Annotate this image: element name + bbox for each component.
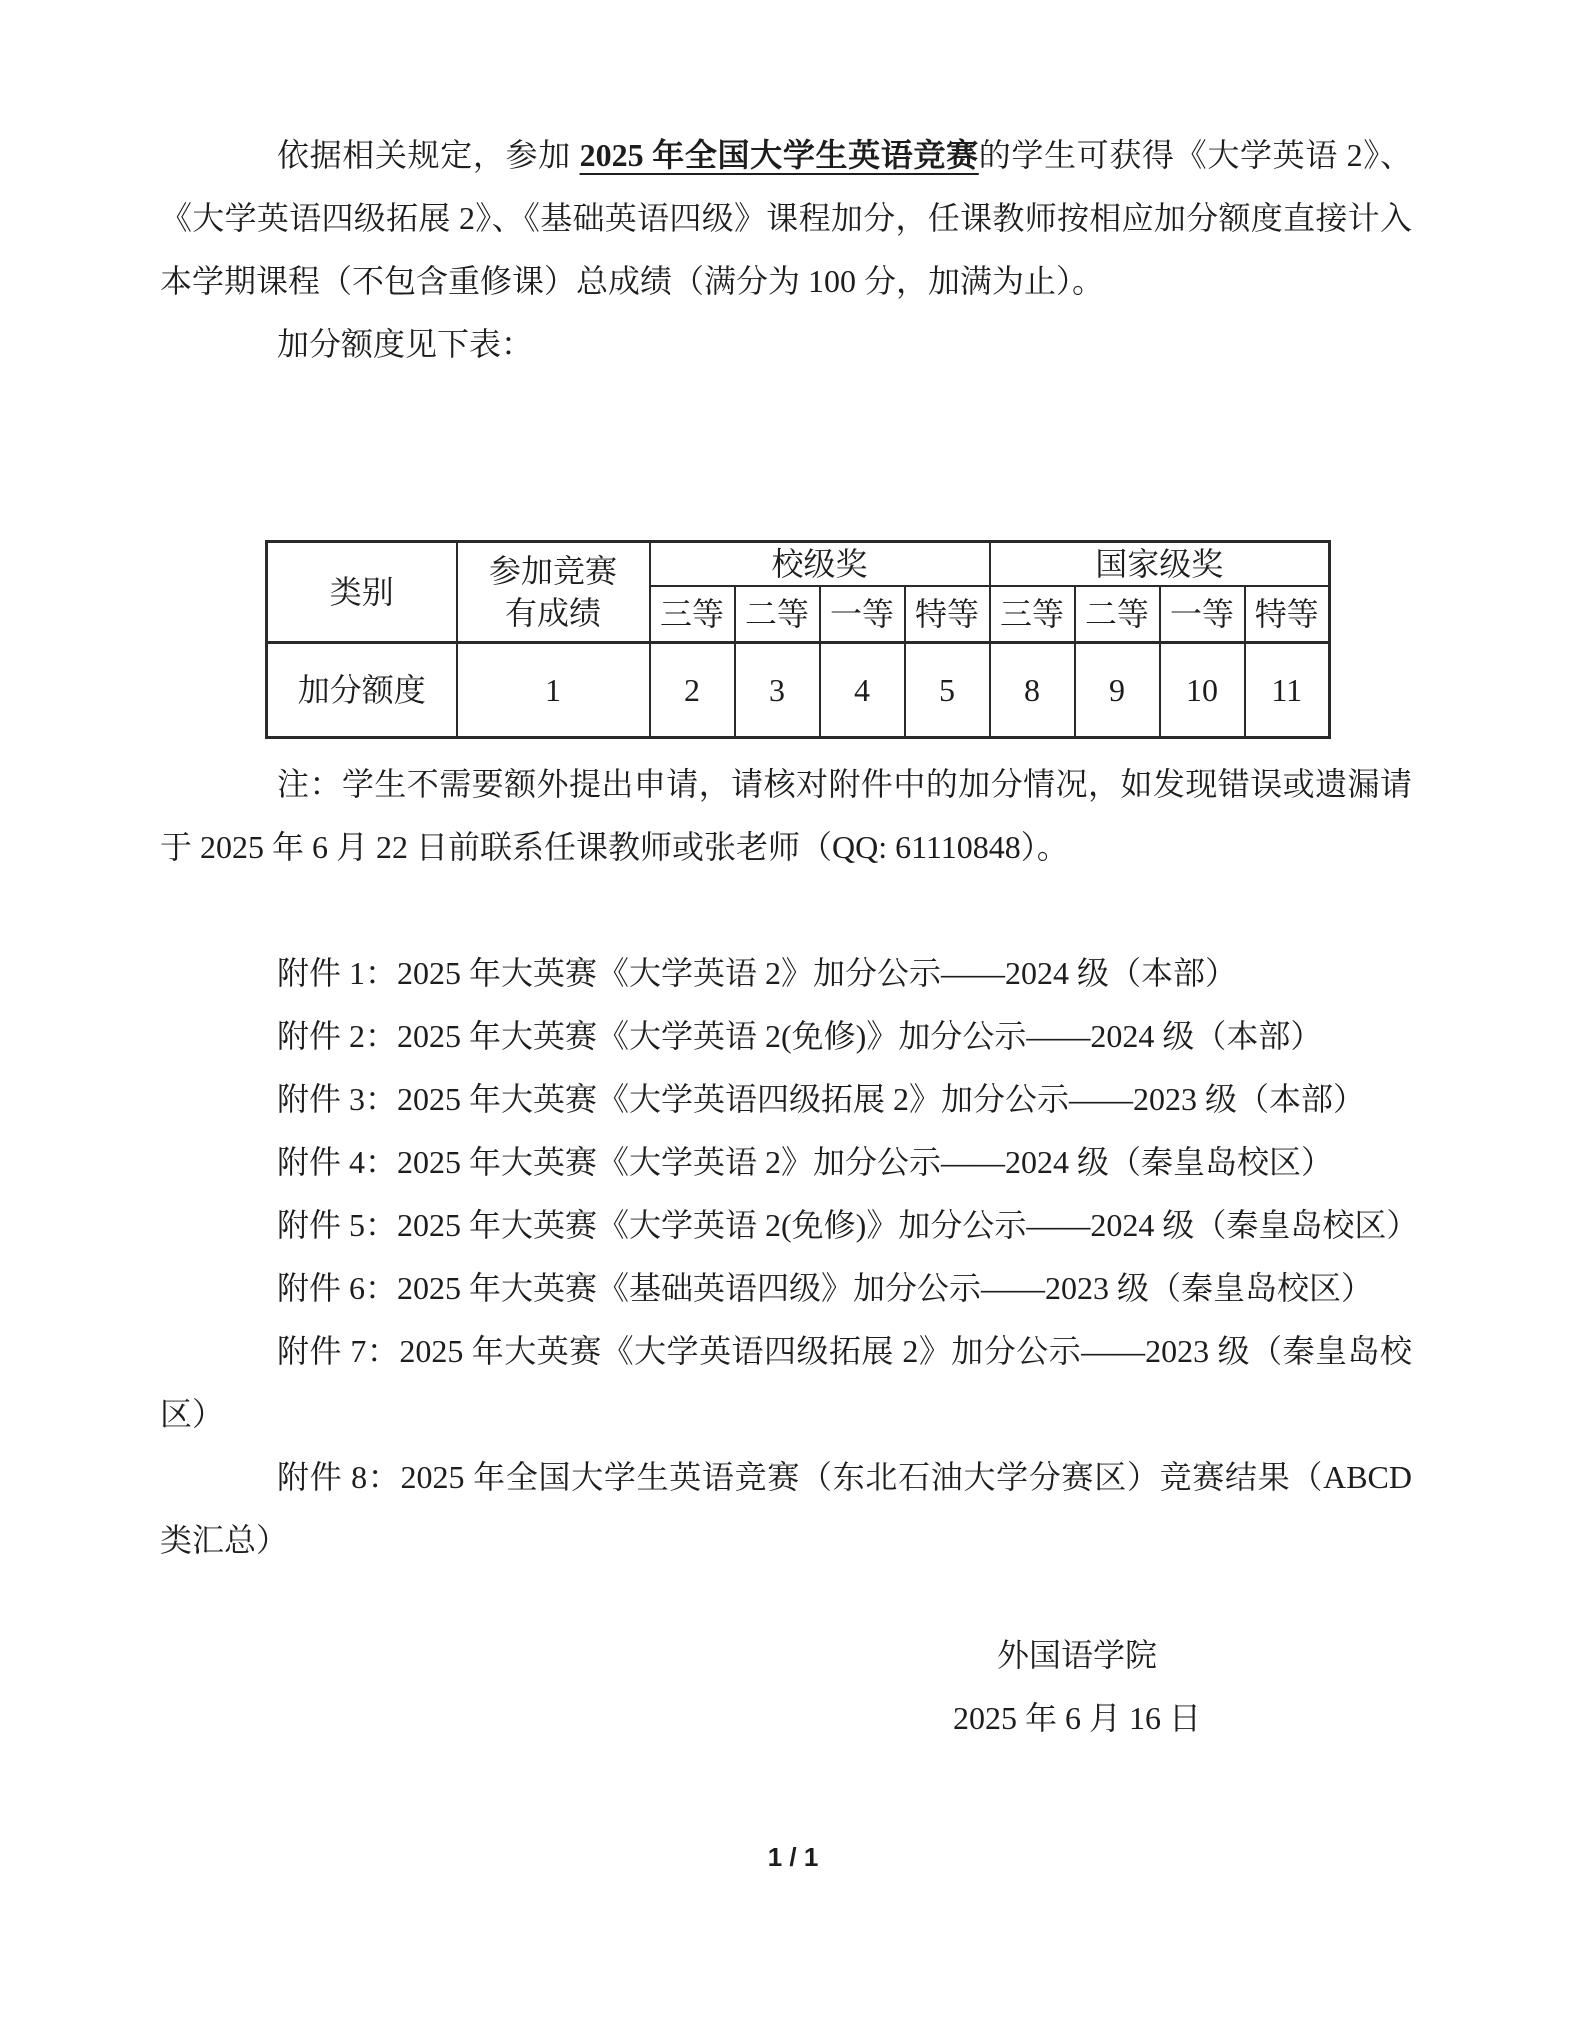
header-participated [457, 542, 650, 643]
value-national-second: 9 [1075, 642, 1160, 737]
attachment-item-2: 附件 2：2025 年大英赛《大学英语 2(免修)》加分公示——2024 级（本部） [277, 1017, 1323, 1054]
page-number: 1 / 1 [767, 1842, 819, 1872]
table-row [267, 642, 1330, 737]
header-school-third: 三等 [650, 586, 735, 642]
header-national-first: 一等 [1160, 586, 1245, 642]
header-national-award: 国家级奖 [990, 542, 1330, 587]
attachment-item-6: 附件 6：2025 年大英赛《基础英语四级》加分公示——2023 级（秦皇岛校区） [277, 1269, 1374, 1306]
header-participated-line1: 参加竞赛 [488, 552, 617, 589]
value-national-first: 10 [1160, 642, 1245, 737]
value-school-third: 2 [650, 642, 735, 737]
header-national-second: 二等 [1075, 586, 1160, 642]
attachment-item-1: 附件 1：2025 年大英赛《大学英语 2》加分公示——2024 级（本部） [277, 954, 1238, 991]
value-school-second: 3 [735, 642, 820, 737]
intro-lead-text: 依据相关规定，参加 [277, 137, 580, 173]
header-school-special: 特等 [905, 586, 990, 642]
attachment-item-5: 附件 5：2025 年大英赛《大学英语 2(免修)》加分公示——2024 级（秦皇岛校区） [277, 1206, 1419, 1243]
header-school-first: 一等 [820, 586, 905, 642]
signature-block [862, 1624, 1292, 1750]
header-participated-line2: 有成绩 [504, 594, 601, 631]
intro-paragraph [160, 124, 1412, 313]
intro-rest-text: 的学生可获得《大学英语 2》、《大学英语四级拓展 2》、《基础英语四级》课程加分，任课教师按相应加分额度直接计入本学期课程（不包含重修课）总成绩（满分为 100 分，加满为止）。 [160, 137, 1412, 299]
signature-org: 外国语学院 [996, 1636, 1157, 1673]
row-label-bonus: 加分额度 [267, 642, 457, 737]
attachment-item-7: 附件 7：2025 年大英赛《大学英语四级拓展 2》加分公示——2023 级（秦皇岛校区） [160, 1332, 1412, 1432]
value-national-third: 8 [990, 642, 1075, 737]
attachment-item-3: 附件 3：2025 年大英赛《大学英语四级拓展 2》加分公示——2023 级（本部） [277, 1080, 1366, 1117]
value-national-special: 11 [1245, 642, 1330, 737]
signature-date: 2025 年 6 月 16 日 [952, 1699, 1201, 1736]
document-body [160, 124, 1419, 1750]
header-school-second: 二等 [735, 586, 820, 642]
bonus-points-table [265, 540, 1331, 739]
attachment-item-4: 附件 4：2025 年大英赛《大学英语 2》加分公示——2024 级（秦皇岛校区） [277, 1143, 1334, 1180]
value-school-special: 5 [905, 642, 990, 737]
header-school-award: 校级奖 [650, 542, 990, 587]
note-paragraph: 注：学生不需要额外提出申请，请核对附件中的加分情况，如发现错误或遗漏请于 2025 年 6 月 22 日前联系任课教师或张老师（QQ: 61110848）。 [160, 765, 1412, 865]
competition-name-highlight: 2025 年全国大学生英语竞赛 [579, 137, 979, 173]
header-national-special: 特等 [1245, 586, 1330, 642]
header-category: 类别 [267, 542, 457, 643]
attachment-list [160, 942, 1419, 1572]
header-national-third: 三等 [990, 586, 1075, 642]
attachment-item-8: 附件 8：2025 年全国大学生英语竞赛（东北石油大学分赛区）竞赛结果（ABCD 类汇总） [160, 1458, 1412, 1558]
value-school-first: 4 [820, 642, 905, 737]
table-intro-line: 加分额度见下表： [277, 326, 534, 362]
value-participated: 1 [457, 642, 650, 737]
